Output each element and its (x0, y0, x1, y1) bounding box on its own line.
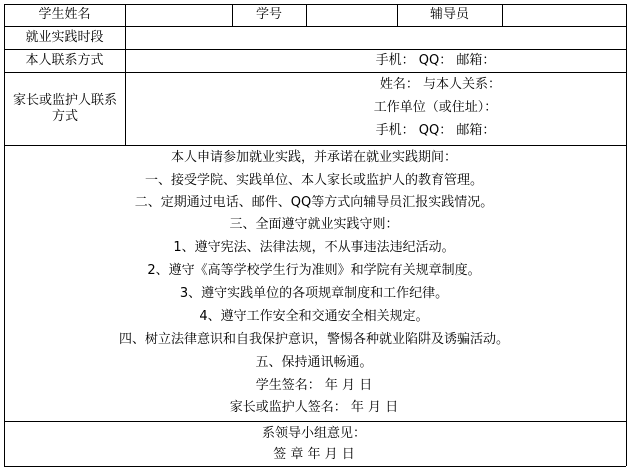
commitment-rule-3: 3、遵守实践单位的各项规章制度和工作纪律。 (179, 286, 449, 301)
table-border-left (4, 4, 5, 466)
row-divider (4, 145, 626, 146)
row-divider (4, 421, 626, 422)
self-contact-value[interactable]: 手机： QQ： 邮箱： (375, 52, 496, 68)
guardian-name-relationship: 姓名： 与本人关系： (379, 77, 502, 92)
student-signature[interactable]: 学生签名： 年 月 日 (255, 378, 373, 393)
table-border-right (626, 4, 627, 466)
student-name-field[interactable] (125, 4, 232, 26)
commitment-rule-4: 4、遵守工作安全和交通安全相关规定。 (199, 309, 429, 324)
commitment-intro: 本人申请参加就业实践，并承诺在就业实践期间： (170, 150, 457, 165)
commitment-item-5: 五、保持通讯畅通。 (255, 355, 373, 370)
practice-period-field[interactable] (125, 26, 626, 49)
commitment-rule-2: 2、遵守《高等学校学生行为准则》和学院有关规章制度。 (147, 263, 481, 278)
student-id-field[interactable] (306, 4, 397, 26)
department-seal-date[interactable]: 签 章 年 月 日 (273, 447, 355, 462)
department-opinion-label: 系领导小组意见： (261, 426, 366, 441)
table-border-bottom (4, 466, 626, 467)
commitment-rule-1: 1、遵守宪法、法律法规，不从事违法违纪活动。 (173, 240, 455, 255)
commitment-item-4: 四、树立法律意识和自我保护意识，警惕各种就业陷阱及诱骗活动。 (118, 332, 509, 347)
advisor-label: 辅导员 (429, 7, 469, 23)
commitment-item-2: 二、定期通过电话、邮件、QQ等方式向辅导员汇报实践情况。 (134, 195, 494, 210)
self-contact-label: 本人联系方式 (25, 52, 104, 68)
student-id-label: 学号 (255, 7, 282, 23)
guardian-phone-qq-email: 手机： QQ： 邮箱： (375, 123, 496, 138)
practice-period-label: 就业实践时段 (25, 29, 104, 45)
guardian-workplace: 工作单位（或住址）： (373, 100, 498, 115)
commitment-item-1: 一、接受学院、实践单位、本人家长或监护人的教育管理。 (144, 173, 483, 188)
advisor-field[interactable] (502, 4, 626, 26)
student-name-label: 学生姓名 (38, 7, 91, 23)
guardian-contact-block[interactable] (125, 72, 626, 145)
commitment-item-3: 三、全面遵守就业实践守则： (229, 217, 399, 232)
guardian-signature[interactable]: 家长或监护人签名： 年 月 日 (229, 400, 399, 415)
guardian-contact-label: 家长或监护人联系方式 (12, 92, 117, 124)
